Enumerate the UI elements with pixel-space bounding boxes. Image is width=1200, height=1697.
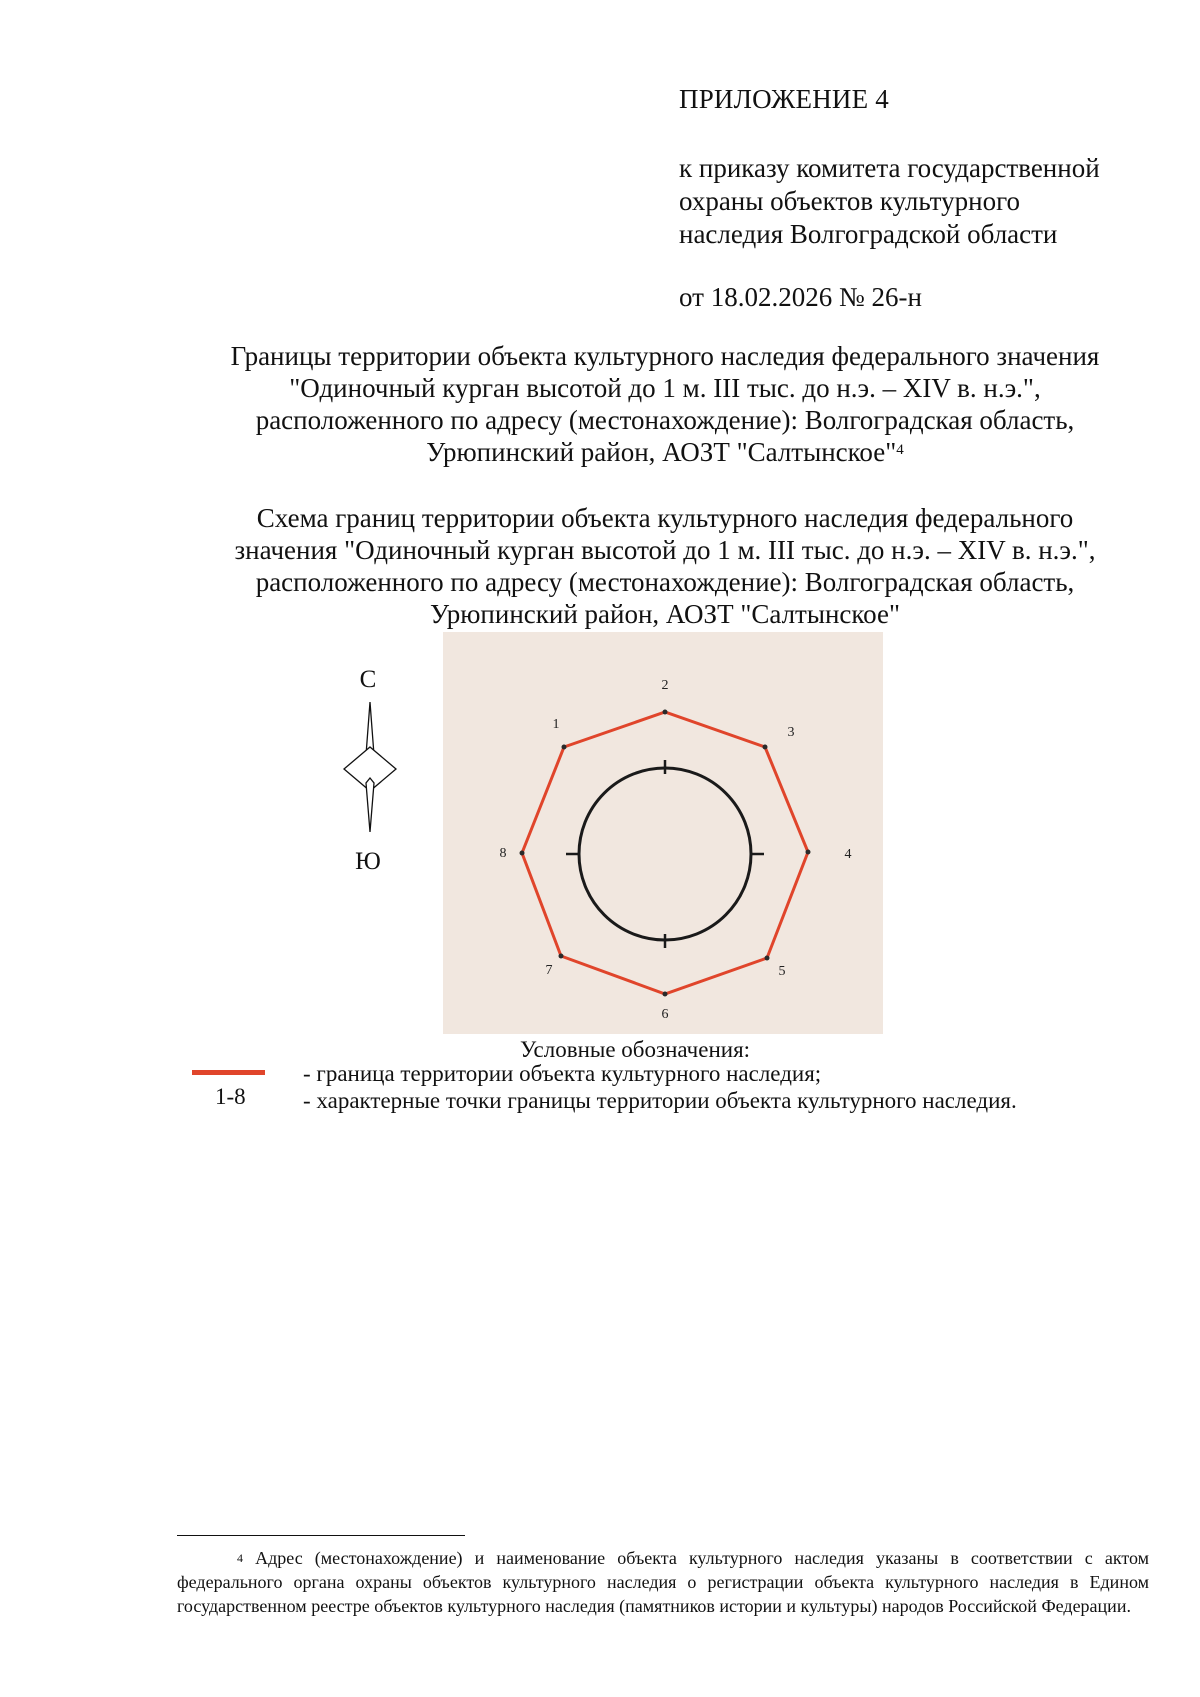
order-ref-line: охраны объектов культурного <box>679 186 1020 216</box>
order-date: от 18.02.2026 № 26-н <box>679 282 922 312</box>
point-label-8: 8 <box>499 846 507 861</box>
boundary-vertex <box>806 850 811 855</box>
boundary-vertex <box>562 745 567 750</box>
boundary-scheme <box>443 632 883 1034</box>
heading-line: значения "Одиночный курган высотой до 1 м. III тыс. до н.э. – XIV в. н.э.", <box>234 535 1096 565</box>
point-label-5: 5 <box>778 964 786 979</box>
heading-line: Границы территории объекта культурного наследия федерального значения <box>230 341 1100 371</box>
boundary-vertex <box>765 956 770 961</box>
compass-south-label: Ю <box>355 848 381 875</box>
legend-boundary-description: - граница территории объекта культурного наследия; <box>303 1061 822 1086</box>
heading-line: "Одиночный курган высотой до 1 м. III тыс. до н.э. – XIV в. н.э.", <box>289 373 1041 403</box>
boundary-vertex <box>763 745 768 750</box>
heading-line <box>150 436 1180 468</box>
legend-points-description: - характерные точки границы территории объекта культурного наследия. <box>303 1088 1017 1113</box>
boundary-vertex <box>663 992 668 997</box>
boundary-vertex <box>663 710 668 715</box>
heading-line: расположенного по адресу (местонахождение): Волгоградская область, <box>255 567 1075 597</box>
heading-line: расположенного по адресу (местонахождение): Волгоградская область, <box>255 405 1075 435</box>
boundary-vertex <box>520 851 525 856</box>
compass-north-label: С <box>359 666 377 693</box>
boundary-vertex <box>559 954 564 959</box>
scheme-heading <box>150 502 1180 630</box>
footnote-mark: 4 <box>237 1551 243 1565</box>
order-reference <box>679 152 1159 251</box>
footnote-reference[interactable]: 4 <box>896 442 904 458</box>
point-label-6: 6 <box>661 1007 669 1022</box>
point-label-1: 1 <box>552 717 560 732</box>
compass-needle-south <box>366 778 374 832</box>
point-label-7: 7 <box>545 963 553 978</box>
footnote <box>177 1546 1149 1618</box>
order-ref-line: наследия Волгоградской области <box>679 219 1058 249</box>
legend-boundary-swatch <box>192 1070 265 1075</box>
heading-line: Схема границ территории объекта культурного наследия федерального <box>256 503 1074 533</box>
footnote-text: Адрес (местонахождение) и наименование объекта культурного наследия указаны в соответствии с актом федерального органа охраны объектов культурного наследия о регистрации объекта культурного наследия в Едином государственном реестре объектов культурного наследия (памятников истории и культуры) народов Российской Федерации. <box>177 1548 1149 1616</box>
point-label-3: 3 <box>787 725 795 740</box>
territory-boundaries-heading <box>150 340 1180 468</box>
legend-title: Условные обозначения: <box>520 1037 751 1062</box>
legend-points-range: 1-8 <box>215 1084 246 1109</box>
heading-line-text: Урюпинский район, АОЗТ "Салтынское" <box>426 437 897 467</box>
point-label-4: 4 <box>844 847 852 862</box>
order-ref-line: к приказу комитета государственной <box>679 153 1100 183</box>
appendix-title: ПРИЛОЖЕНИЕ 4 <box>679 84 889 114</box>
compass-rose <box>330 660 410 880</box>
point-label-2: 2 <box>661 678 669 693</box>
footnote-separator <box>177 1535 465 1536</box>
heading-line: Урюпинский район, АОЗТ "Салтынское" <box>430 599 900 629</box>
